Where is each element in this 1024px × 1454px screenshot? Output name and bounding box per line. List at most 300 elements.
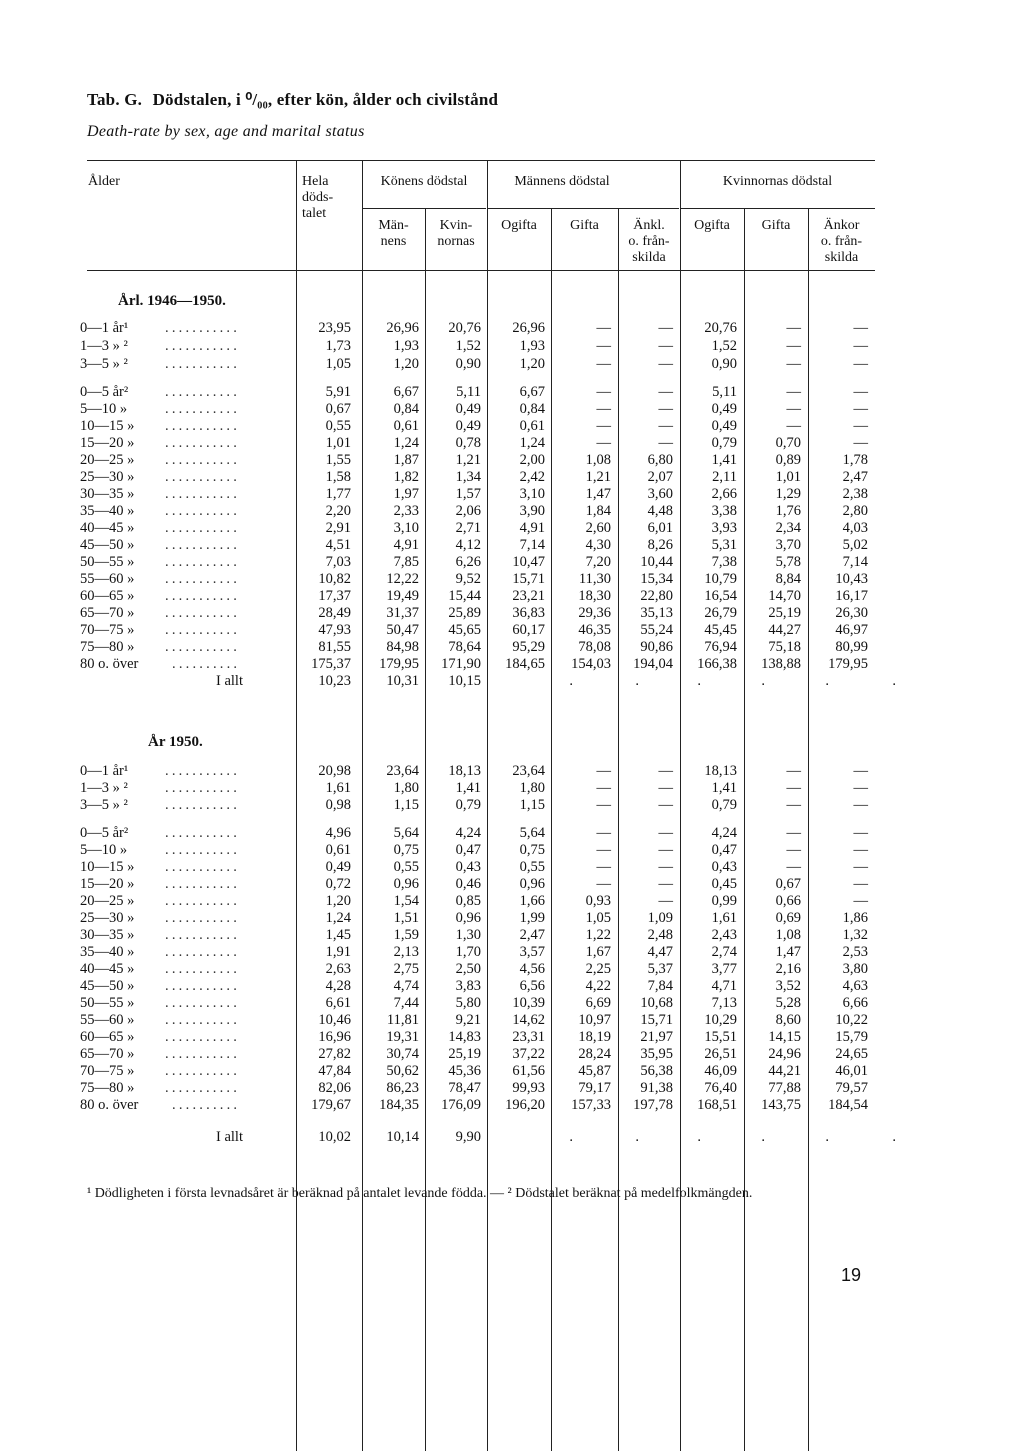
table-cell: 197,78 (633, 1097, 673, 1113)
table-cell: 22,80 (640, 588, 673, 604)
table-cell: 10,14 (386, 1129, 419, 1145)
table-cell: 0,45 (711, 876, 737, 892)
leader-dots: ........... (165, 1029, 241, 1045)
table-cell: 179,95 (379, 656, 419, 672)
table-cell: 2,25 (585, 961, 611, 977)
table-cell: 1,76 (775, 503, 801, 519)
table-cell: 11,30 (578, 571, 611, 587)
row-label: 15—20 » (80, 876, 135, 892)
table-cell: 23,64 (512, 763, 545, 779)
table-cell: 47,84 (318, 1063, 351, 1079)
table-cell: . (825, 673, 829, 689)
header-ankl-line: skilda (632, 250, 666, 265)
table-cell: 1,66 (519, 893, 545, 909)
table-cell: 0,79 (711, 797, 737, 813)
total-row (0, 673, 1024, 690)
row-label: 70—75 » (80, 1063, 135, 1079)
row-label: 0—1 år¹ (80, 763, 129, 779)
leader-dots: ........... (165, 486, 241, 502)
table-cell: 3,60 (647, 486, 673, 502)
table-cell: 23,64 (386, 763, 419, 779)
table-row (0, 338, 1024, 355)
table-cell: 2,48 (647, 927, 673, 943)
table-cell: 1,61 (711, 910, 737, 926)
table-cell: 3,77 (711, 961, 737, 977)
table-cell: 10,39 (512, 995, 545, 1011)
table-cell: 3,38 (711, 503, 737, 519)
leader-dots: ........... (165, 588, 241, 604)
table-cell: 9,52 (455, 571, 481, 587)
table-row (0, 537, 1024, 554)
table-cell: 3,10 (519, 486, 545, 502)
row-label: 30—35 » (80, 486, 135, 502)
table-cell: 0,49 (455, 418, 481, 434)
table-cell: — (596, 859, 611, 875)
table-cell: 154,03 (571, 656, 611, 672)
table-cell: 176,09 (441, 1097, 481, 1113)
table-row (0, 639, 1024, 656)
table-cell: 1,09 (647, 910, 673, 926)
row-label: 60—65 » (80, 1029, 135, 1045)
table-cell: 196,20 (505, 1097, 545, 1113)
leader-dots: ........... (165, 435, 241, 451)
table-cell: — (658, 825, 673, 841)
table-cell: 10,02 (318, 1129, 351, 1145)
table-cell: 3,57 (519, 944, 545, 960)
table-cell: — (658, 859, 673, 875)
section-heading: År 1950. (148, 734, 203, 750)
table-cell: 26,96 (512, 320, 545, 336)
table-cell: — (658, 842, 673, 858)
table-cell: — (658, 780, 673, 796)
leader-dots: ........... (165, 961, 241, 977)
table-cell: 2,50 (455, 961, 481, 977)
table-cell: 2,13 (393, 944, 419, 960)
table-cell: 26,51 (704, 1046, 737, 1062)
page-number: 19 (841, 1265, 862, 1285)
table-cell: 1,55 (325, 452, 351, 468)
table-cell: 0,69 (775, 910, 801, 926)
row-label: 80 o. över (80, 656, 139, 672)
table-cell: 26,96 (386, 320, 419, 336)
table-cell: 4,12 (455, 537, 481, 553)
table-cell: 1,82 (393, 469, 419, 485)
table-cell: — (658, 384, 673, 400)
table-row (0, 1097, 1024, 1114)
table-cell: 1,73 (325, 338, 351, 354)
header-man-ogifta: Ogifta (501, 218, 537, 233)
table-cell: 6,61 (325, 995, 351, 1011)
table-cell: 7,14 (519, 537, 545, 553)
table-cell: 6,69 (585, 995, 611, 1011)
table-cell: 0,89 (775, 452, 801, 468)
table-cell: — (853, 401, 868, 417)
table-cell: 1,22 (585, 927, 611, 943)
table-cell: . (825, 1129, 829, 1145)
table-cell: 4,51 (325, 537, 351, 553)
table-cell: 95,29 (512, 639, 545, 655)
table-cell: — (658, 338, 673, 354)
table-cell: 2,74 (711, 944, 737, 960)
table-cell: 10,29 (704, 1012, 737, 1028)
table-cell: . (635, 1129, 639, 1145)
table-cell: 4,71 (711, 978, 737, 994)
table-cell: — (596, 418, 611, 434)
table-cell: 80,99 (835, 639, 868, 655)
table-cell: 44,21 (768, 1063, 801, 1079)
table-cell: . (569, 1129, 573, 1145)
header-hela (302, 174, 333, 222)
table-cell: 44,27 (768, 622, 801, 638)
table-cell: 77,88 (768, 1080, 801, 1096)
table-cell: 4,22 (585, 978, 611, 994)
header-kvinnornas-line: Kvin- (439, 218, 473, 233)
table-cell: 0,67 (775, 876, 801, 892)
table-cell: 24,65 (835, 1046, 868, 1062)
table-cell: 46,01 (835, 1063, 868, 1079)
table-cell: 16,54 (704, 588, 737, 604)
table-cell: — (853, 825, 868, 841)
table-cell: 1,01 (325, 435, 351, 451)
table-cell: 0,55 (393, 859, 419, 875)
table-cell: 16,96 (318, 1029, 351, 1045)
table-cell: 7,84 (647, 978, 673, 994)
mannens-subrule (487, 208, 679, 209)
table-cell: 1,80 (519, 780, 545, 796)
table-cell: 23,21 (512, 588, 545, 604)
leader-dots: ........... (165, 320, 241, 336)
row-label: 30—35 » (80, 927, 135, 943)
table-row (0, 435, 1024, 452)
table-cell: 1,41 (455, 780, 481, 796)
table-cell: 5,64 (393, 825, 419, 841)
header-kv-gifta: Gifta (761, 218, 791, 233)
table-cell: 184,54 (828, 1097, 868, 1113)
table-cell: . (569, 673, 573, 689)
table-cell: 10,22 (835, 1012, 868, 1028)
table-cell: 6,01 (647, 520, 673, 536)
table-row (0, 995, 1024, 1012)
header-ankor-line: Änkor (823, 218, 860, 233)
table-cell: — (853, 435, 868, 451)
table-cell: 1,93 (519, 338, 545, 354)
table-row (0, 469, 1024, 486)
table-cell: 15,44 (448, 588, 481, 604)
table-cell: 29,36 (578, 605, 611, 621)
table-cell: 1,24 (393, 435, 419, 451)
row-label: 3—5 » ² (80, 797, 128, 813)
table-row (0, 452, 1024, 469)
table-title (87, 90, 498, 110)
table-cell: 18,13 (704, 763, 737, 779)
table-cell: 4,56 (519, 961, 545, 977)
row-label: 3—5 » ² (80, 356, 128, 372)
table-cell: 14,83 (448, 1029, 481, 1045)
table-cell: 1,47 (585, 486, 611, 502)
table-cell: 1,93 (393, 338, 419, 354)
table-cell: 1,41 (711, 452, 737, 468)
row-label: 5—10 » (80, 842, 128, 858)
table-cell: 6,26 (455, 554, 481, 570)
table-cell: 6,67 (393, 384, 419, 400)
row-label: 20—25 » (80, 893, 135, 909)
table-cell: — (658, 763, 673, 779)
table-cell: 10,44 (640, 554, 673, 570)
table-cell: — (853, 842, 868, 858)
table-cell: 0,67 (325, 401, 351, 417)
table-cell: 7,38 (711, 554, 737, 570)
table-cell: 0,75 (519, 842, 545, 858)
table-cell: — (853, 384, 868, 400)
table-cell: 2,16 (775, 961, 801, 977)
table-cell: 184,35 (379, 1097, 419, 1113)
header-mannens-dodstal: Männens dödstal (514, 174, 610, 189)
table-cell: 76,94 (704, 639, 737, 655)
table-row (0, 961, 1024, 978)
table-row (0, 503, 1024, 520)
table-cell: 46,09 (704, 1063, 737, 1079)
header-hela-line: Hela (302, 174, 329, 189)
table-cell: 1,05 (585, 910, 611, 926)
table-cell: 0,75 (393, 842, 419, 858)
table-cell: 10,47 (512, 554, 545, 570)
table-cell: 138,88 (761, 656, 801, 672)
row-label: 60—65 » (80, 588, 135, 604)
table-cell: 1,45 (325, 927, 351, 943)
row-label: 50—55 » (80, 995, 135, 1011)
table-cell: 0,61 (325, 842, 351, 858)
table-cell: 30,74 (386, 1046, 419, 1062)
row-label: 20—25 » (80, 452, 135, 468)
leader-dots: ........... (165, 469, 241, 485)
table-cell: 1,80 (393, 780, 419, 796)
table-cell: 5,64 (519, 825, 545, 841)
header-mannens-line: Män- (378, 218, 409, 233)
header-hela-line: talet (302, 206, 327, 221)
table-row (0, 418, 1024, 435)
table-row (0, 622, 1024, 639)
table-cell: 1,52 (711, 338, 737, 354)
table-cell: 45,65 (448, 622, 481, 638)
table-cell: — (596, 763, 611, 779)
table-row (0, 859, 1024, 876)
row-label: 0—5 år² (80, 384, 129, 400)
table-cell: 2,80 (842, 503, 868, 519)
table-cell: 166,38 (697, 656, 737, 672)
table-cell: — (853, 797, 868, 813)
table-cell: 10,46 (318, 1012, 351, 1028)
table-cell: 1,51 (393, 910, 419, 926)
table-cell: 9,21 (455, 1012, 481, 1028)
header-ankor-line: skilda (824, 250, 859, 265)
row-label: 80 o. över (80, 1097, 139, 1113)
leader-dots: ........... (165, 503, 241, 519)
table-cell: 2,91 (325, 520, 351, 536)
table-cell: 5,02 (842, 537, 868, 553)
table-cell: 2,06 (455, 503, 481, 519)
table-cell: 3,90 (519, 503, 545, 519)
table-cell: 61,56 (512, 1063, 545, 1079)
header-mannens (362, 218, 425, 250)
table-cell: 1,52 (455, 338, 481, 354)
header-ankor (808, 218, 875, 266)
table-cell: 18,13 (448, 763, 481, 779)
table-cell: 4,63 (842, 978, 868, 994)
row-label: 70—75 » (80, 622, 135, 638)
leader-dots: ........... (165, 825, 241, 841)
table-cell: 1,24 (519, 435, 545, 451)
table-cell: 16,17 (835, 588, 868, 604)
table-cell: 1,91 (325, 944, 351, 960)
table-cell: — (596, 384, 611, 400)
table-cell: 20,98 (318, 763, 351, 779)
leader-dots: ........... (165, 876, 241, 892)
leader-dots: ........... (165, 639, 241, 655)
table-subtitle: Death-rate by sex, age and marital status (87, 123, 365, 140)
table-cell: 4,24 (455, 825, 481, 841)
table-cell: 86,23 (386, 1080, 419, 1096)
table-cell: 1,87 (393, 452, 419, 468)
leader-dots: ........... (165, 944, 241, 960)
table-cell: 0,84 (519, 401, 545, 417)
header-kvinnornas-dodstal: Kvinnornas dödstal (722, 174, 833, 189)
table-cell: 4,48 (647, 503, 673, 519)
table-cell: 171,90 (441, 656, 481, 672)
row-label: 65—70 » (80, 605, 135, 621)
leader-dots: ........... (165, 978, 241, 994)
table-cell: 31,37 (386, 605, 419, 621)
table-cell: 1,77 (325, 486, 351, 502)
table-cell: 0,90 (711, 356, 737, 372)
section-heading: Årl. 1946—1950. (118, 293, 226, 309)
header-bottom-rule (87, 270, 875, 271)
table-cell: 1,54 (393, 893, 419, 909)
table-cell: 0,93 (585, 893, 611, 909)
table-cell: 8,26 (647, 537, 673, 553)
table-cell: 1,21 (585, 469, 611, 485)
leader-dots: ........... (165, 780, 241, 796)
table-cell: 10,23 (318, 673, 351, 689)
table-cell: . (892, 1129, 896, 1145)
row-label: 10—15 » (80, 418, 135, 434)
table-cell: 4,24 (711, 825, 737, 841)
table-cell: 78,64 (448, 639, 481, 655)
table-cell: 15,71 (512, 571, 545, 587)
leader-dots: ........... (165, 605, 241, 621)
table-row (0, 588, 1024, 605)
table-row (0, 1029, 1024, 1046)
table-cell: 0,79 (711, 435, 737, 451)
leader-dots: ........... (165, 338, 241, 354)
table-cell: 6,56 (519, 978, 545, 994)
table-cell: 36,83 (512, 605, 545, 621)
table-cell: 50,62 (386, 1063, 419, 1079)
table-row (0, 978, 1024, 995)
table-cell: 0,49 (711, 418, 737, 434)
table-cell: 10,43 (835, 571, 868, 587)
table-cell: 2,38 (842, 486, 868, 502)
table-cell: 10,82 (318, 571, 351, 587)
row-label: 55—60 » (80, 571, 135, 587)
table-cell: 0,72 (325, 876, 351, 892)
table-cell: 81,55 (318, 639, 351, 655)
table-cell: 91,38 (640, 1080, 673, 1096)
table-cell: 0,61 (519, 418, 545, 434)
table-cell: 55,24 (640, 622, 673, 638)
table-cell: 50,47 (386, 622, 419, 638)
table-cell: 1,29 (775, 486, 801, 502)
table-row (0, 1012, 1024, 1029)
header-kv-ogifta: Ogifta (694, 218, 730, 233)
table-cell: — (596, 780, 611, 796)
table-cell: 0,43 (455, 859, 481, 875)
leader-dots: .......... (172, 656, 241, 672)
table-cell: 15,34 (640, 571, 673, 587)
table-cell: 0,96 (519, 876, 545, 892)
table-cell: 75,18 (768, 639, 801, 655)
table-cell: 45,36 (448, 1063, 481, 1079)
table-cell: 1,08 (585, 452, 611, 468)
table-cell: 0,90 (455, 356, 481, 372)
total-row (0, 1129, 1024, 1146)
table-cell: 179,67 (311, 1097, 351, 1113)
table-cell: 10,15 (448, 673, 481, 689)
row-label: 25—30 » (80, 910, 135, 926)
table-cell: 37,22 (512, 1046, 545, 1062)
table-cell: 24,96 (768, 1046, 801, 1062)
table-cell: — (786, 338, 801, 354)
table-cell: 56,38 (640, 1063, 673, 1079)
row-label: 0—5 år² (80, 825, 129, 841)
row-label: 75—80 » (80, 1080, 135, 1096)
table-cell: 0,43 (711, 859, 737, 875)
table-cell: 1,08 (775, 927, 801, 943)
row-label: 40—45 » (80, 520, 135, 536)
table-cell: 19,49 (386, 588, 419, 604)
table-cell: 90,86 (640, 639, 673, 655)
table-cell: 99,93 (512, 1080, 545, 1096)
table-cell: — (853, 876, 868, 892)
table-cell: . (697, 1129, 701, 1145)
table-cell: 0,99 (711, 893, 737, 909)
table-cell: 3,93 (711, 520, 737, 536)
table-cell: 26,30 (835, 605, 868, 621)
table-cell: 15,79 (835, 1029, 868, 1045)
table-cell: 25,89 (448, 605, 481, 621)
table-cell: 20,76 (704, 320, 737, 336)
leader-dots: ........... (165, 842, 241, 858)
table-cell: 0,49 (455, 401, 481, 417)
table-cell: — (658, 893, 673, 909)
table-row (0, 605, 1024, 622)
leader-dots: ........... (165, 797, 241, 813)
leader-dots: ........... (165, 763, 241, 779)
table-cell: 0,98 (325, 797, 351, 813)
table-cell: 25,19 (448, 1046, 481, 1062)
table-cell: 3,70 (775, 537, 801, 553)
table-cell: 5,80 (455, 995, 481, 1011)
table-cell: 1,05 (325, 356, 351, 372)
table-cell: 1,70 (455, 944, 481, 960)
table-row (0, 910, 1024, 927)
table-cell: 2,66 (711, 486, 737, 502)
header-ankl (618, 218, 680, 266)
table-cell: 1,61 (325, 780, 351, 796)
leader-dots: ........... (165, 1063, 241, 1079)
table-cell: 7,03 (325, 554, 351, 570)
table-cell: 1,20 (393, 356, 419, 372)
leader-dots: ........... (165, 893, 241, 909)
